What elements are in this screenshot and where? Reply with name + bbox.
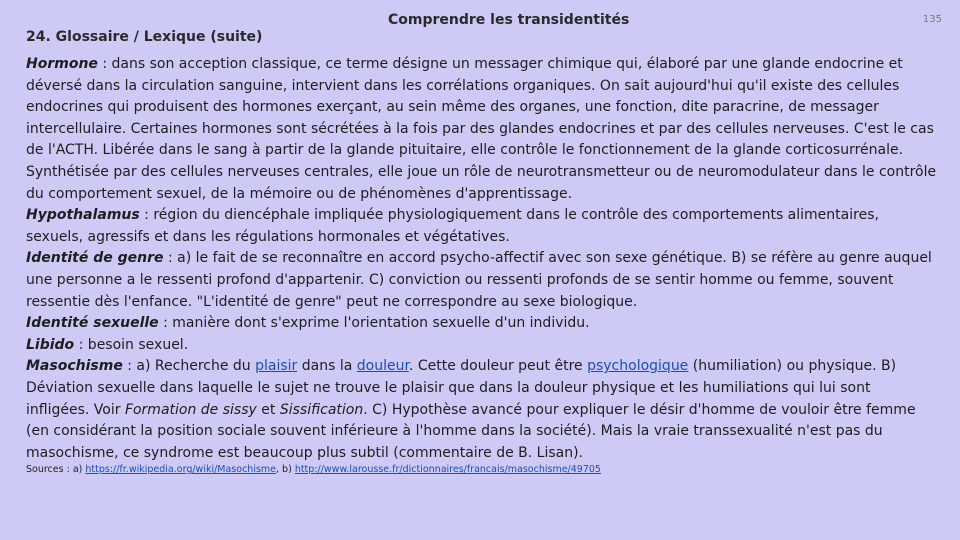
definition-hormone: : dans son acception classique, ce terme désigne un messager chimique qui, élaboré par une glande endocrine et déversé dans la circulation sanguine, intervient dans les corrélations organiques. On sait aujourd'hui qu'il existe des cellules endocrines qui produisent des hormones exerçant, au sein même des organes, une fonction, dite paracrine, de messager intercellulaire. Certaines hormones sont sécrétées à la fois par des glandes endocrines et par des cellules nerveuses. C'est le cas de l'ACTH. Libérée dans le sang à partir de la glande pituitaire, elle contrôle le fonctionnement de la glande corticosurrénale. Synthétisée par des cellules nerveuses centrales, elle joue un rôle de neurotransmetteur ou de neuromodulateur dans le contrôle du comportement sexuel, de la mémoire ou de phénomènes d'apprentissage. <box>26 56 937 202</box>
page-title: Comprendre les transidentités <box>388 12 630 28</box>
term-hormone: Hormone <box>26 56 98 72</box>
reference-sissification: Sissification <box>279 401 364 418</box>
entry-masochisme <box>26 356 938 464</box>
source-link-wikipedia[interactable]: https://fr.wikipedia.org/wiki/Masochisme <box>85 464 277 475</box>
sources-separator: , b) <box>276 464 295 475</box>
term-identite-sexuelle: Identité sexuelle <box>26 315 159 332</box>
term-masochisme: Masochisme <box>26 358 123 375</box>
sources-footnote <box>26 464 938 475</box>
definition-identite-sexuelle: : manière dont s'exprime l'orientation sexuelle d'un individu. <box>158 315 590 332</box>
term-libido: Libido <box>26 336 75 353</box>
page-number: 135 <box>922 14 942 25</box>
definition-masochisme-part: (humiliation) ou physique. B) Déviation sexuelle dans laquelle le sujet ne trouve le plaisir que dans la douleur physique et les humiliations qui lui sont infligées. Voir <box>26 358 897 418</box>
definition-masochisme-part: et <box>256 401 280 418</box>
sources-prefix: Sources : a) <box>26 464 86 475</box>
definition-masochisme-part: . Cette douleur peut être <box>408 358 588 375</box>
term-identite-de-genre: Identité de genre <box>26 250 164 267</box>
entry-libido <box>26 335 938 357</box>
section-title: 24. Glossaire / Lexique (suite) <box>26 29 263 45</box>
link-douleur[interactable]: douleur <box>356 358 409 375</box>
definition-libido: : besoin sexuel. <box>74 336 189 353</box>
glossary-body <box>26 54 938 464</box>
term-hypothalamus: Hypothalamus <box>26 207 140 224</box>
source-link-larousse[interactable]: http://www.larousse.fr/dictionnaires/francais/masochisme/49705 <box>294 464 601 475</box>
reference-formation-de-sissy: Formation de sissy <box>124 401 257 418</box>
definition-masochisme-part: . C) Hypothèse avancé pour expliquer le désir d'homme de vouloir être femme (en considérant la position sociale souvent inférieure à l'homme dans la société). Mais la vraie transsexualité n'est pas du masochisme, ce syndrome est beaucoup plus subtil (commentaire de B. Lisan). <box>26 401 916 461</box>
definition-identite-de-genre: : a) le fait de se reconnaître en accord psycho-affectif avec son sexe génétique. B) se réfère au genre auquel une personne a le ressenti profond d'appartenir. C) conviction ou ressenti profonds de se sentir homme ou femme, souvent ressentie dès l'enfance. "L'identité de genre" peut ne correspondre au sexe biologique. <box>26 250 932 310</box>
definition-masochisme-part: : a) Recherche du <box>122 358 256 375</box>
entry-hormone <box>26 54 938 205</box>
entry-identite-de-genre <box>26 248 938 313</box>
definition-masochisme-part: dans la <box>297 358 357 375</box>
definition-hypothalamus: : région du diencéphale impliquée physiologiquement dans le contrôle des comportements alimentaires, sexuels, agressifs et dans les régulations hormonales et végétatives. <box>26 207 879 245</box>
link-psychologique[interactable]: psychologique <box>587 358 689 375</box>
link-plaisir[interactable]: plaisir <box>255 358 298 375</box>
entry-hypothalamus <box>26 205 938 248</box>
entry-identite-sexuelle <box>26 313 938 335</box>
